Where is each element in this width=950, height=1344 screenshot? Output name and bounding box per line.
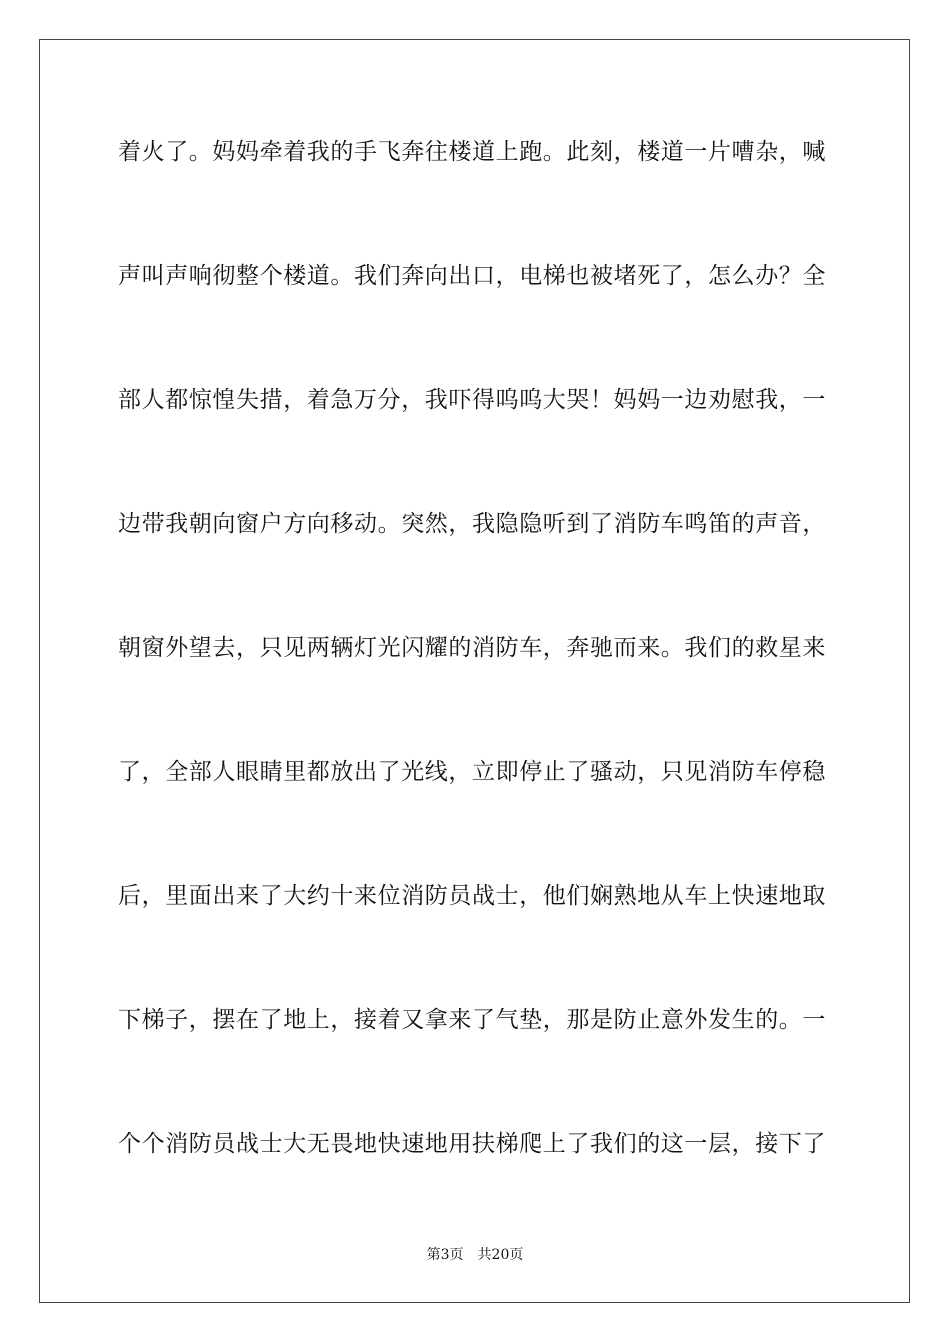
- body-text-line-8: 下梯子，摆在了地上，接着又拿来了气垫，那是防止意外发生的。一: [118, 1007, 826, 1033]
- body-text-line-6: 了，全部人眼睛里都放出了光线，立即停止了骚动，只见消防车停稳: [118, 759, 826, 785]
- body-text-line-4: 边带我朝向窗户方向移动。突然，我隐隐听到了消防车鸣笛的声音，: [118, 511, 826, 537]
- page-border: [39, 39, 910, 1303]
- page-footer: [0, 1246, 950, 1264]
- body-text-line-5: 朝窗外望去，只见两辆灯光闪耀的消防车，奔驰而来。我们的救星来: [118, 635, 826, 661]
- body-text-line-1: 着火了。妈妈牵着我的手飞奔往楼道上跑。此刻，楼道一片嘈杂，喊: [118, 139, 826, 165]
- body-text-line-7: 后，里面出来了大约十来位消防员战士，他们娴熟地从车上快速地取: [118, 883, 826, 909]
- page-number: 第3页: [426, 1247, 464, 1263]
- body-text-line-9: 个个消防员战士大无畏地快速地用扶梯爬上了我们的这一层，接下了: [118, 1131, 826, 1157]
- body-text-line-2: 声叫声响彻整个楼道。我们奔向出口，电梯也被堵死了，怎么办？全: [118, 263, 826, 289]
- page-total: 共20页: [477, 1247, 524, 1263]
- body-text-line-3: 部人都惊惶失措，着急万分，我吓得呜呜大哭！妈妈一边劝慰我，一: [118, 387, 826, 413]
